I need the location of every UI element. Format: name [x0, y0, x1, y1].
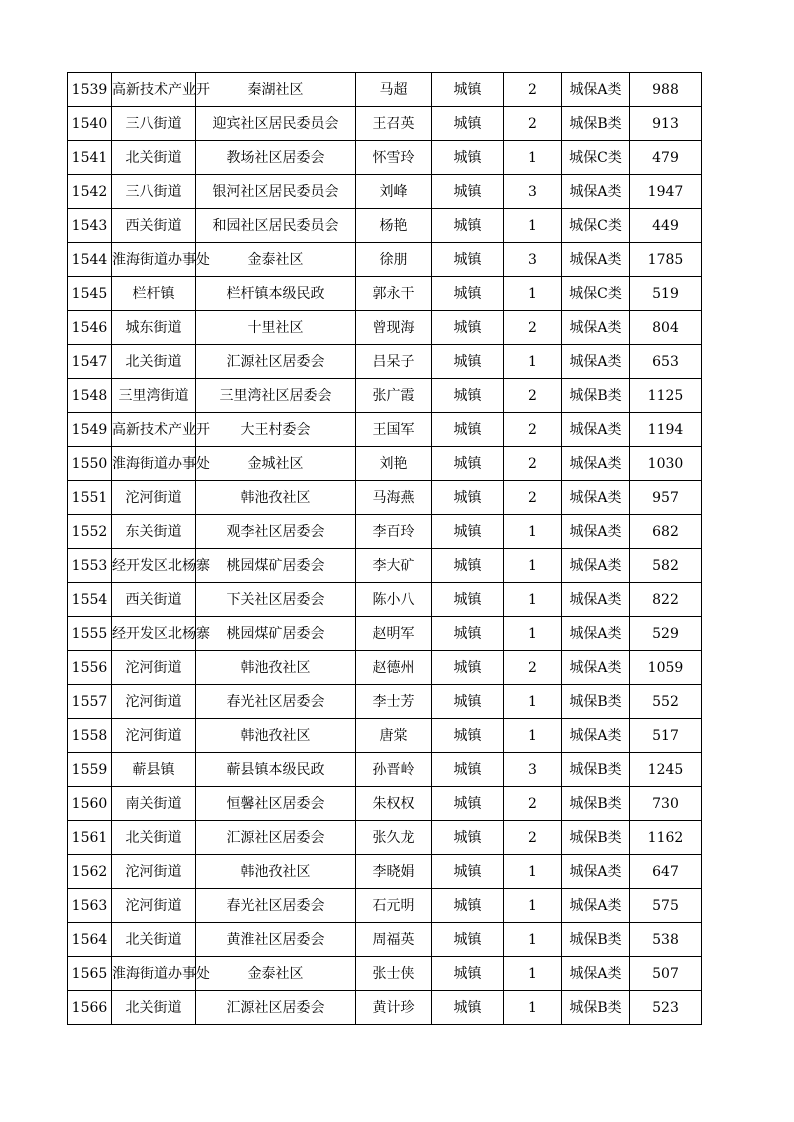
table-row	[68, 753, 702, 787]
table-row	[68, 855, 702, 889]
member-count-cell: 2	[504, 787, 562, 821]
member-count-cell: 1	[504, 855, 562, 889]
member-count-cell: 1	[504, 345, 562, 379]
community-cell: 十里社区	[196, 311, 356, 345]
name-cell: 李大矿	[356, 549, 432, 583]
table-row	[68, 821, 702, 855]
street-cell: 经开发区北杨寨	[112, 617, 196, 651]
member-count-cell: 1	[504, 209, 562, 243]
row-number-cell: 1539	[68, 73, 112, 107]
table-row	[68, 651, 702, 685]
street-cell: 北关街道	[112, 821, 196, 855]
street-cell: 东关街道	[112, 515, 196, 549]
row-number-cell: 1560	[68, 787, 112, 821]
community-cell: 银河社区居民委员会	[196, 175, 356, 209]
category-cell: 城保A类	[562, 957, 630, 991]
row-number-cell: 1545	[68, 277, 112, 311]
row-number-cell: 1544	[68, 243, 112, 277]
amount-cell: 519	[630, 277, 702, 311]
table-row	[68, 345, 702, 379]
household-type-cell: 城镇	[432, 617, 504, 651]
amount-cell: 913	[630, 107, 702, 141]
street-cell: 北关街道	[112, 923, 196, 957]
category-cell: 城保A类	[562, 549, 630, 583]
street-cell: 三八街道	[112, 175, 196, 209]
household-type-cell: 城镇	[432, 787, 504, 821]
amount-cell: 517	[630, 719, 702, 753]
amount-cell: 529	[630, 617, 702, 651]
household-type-cell: 城镇	[432, 889, 504, 923]
table-row	[68, 991, 702, 1025]
community-cell: 金泰社区	[196, 957, 356, 991]
member-count-cell: 3	[504, 175, 562, 209]
member-count-cell: 1	[504, 549, 562, 583]
name-cell: 赵明军	[356, 617, 432, 651]
household-type-cell: 城镇	[432, 141, 504, 175]
household-type-cell: 城镇	[432, 243, 504, 277]
table-row	[68, 923, 702, 957]
street-cell: 北关街道	[112, 991, 196, 1025]
member-count-cell: 1	[504, 515, 562, 549]
name-cell: 张广霞	[356, 379, 432, 413]
community-cell: 韩池孜社区	[196, 651, 356, 685]
table-row	[68, 413, 702, 447]
table-row	[68, 481, 702, 515]
member-count-cell: 2	[504, 481, 562, 515]
member-count-cell: 1	[504, 583, 562, 617]
name-cell: 王国军	[356, 413, 432, 447]
relief-roster-table	[67, 72, 702, 1025]
name-cell: 周福英	[356, 923, 432, 957]
community-cell: 韩池孜社区	[196, 855, 356, 889]
community-cell: 金泰社区	[196, 243, 356, 277]
household-type-cell: 城镇	[432, 73, 504, 107]
household-type-cell: 城镇	[432, 651, 504, 685]
category-cell: 城保A类	[562, 413, 630, 447]
row-number-cell: 1561	[68, 821, 112, 855]
amount-cell: 822	[630, 583, 702, 617]
amount-cell: 957	[630, 481, 702, 515]
amount-cell: 582	[630, 549, 702, 583]
household-type-cell: 城镇	[432, 753, 504, 787]
amount-cell: 507	[630, 957, 702, 991]
street-cell: 南关街道	[112, 787, 196, 821]
community-cell: 蕲县镇本级民政	[196, 753, 356, 787]
name-cell: 刘峰	[356, 175, 432, 209]
amount-cell: 653	[630, 345, 702, 379]
household-type-cell: 城镇	[432, 855, 504, 889]
row-number-cell: 1552	[68, 515, 112, 549]
community-cell: 栏杆镇本级民政	[196, 277, 356, 311]
amount-cell: 730	[630, 787, 702, 821]
amount-cell: 988	[630, 73, 702, 107]
member-count-cell: 1	[504, 719, 562, 753]
community-cell: 桃园煤矿居委会	[196, 549, 356, 583]
household-type-cell: 城镇	[432, 991, 504, 1025]
street-cell: 沱河街道	[112, 685, 196, 719]
name-cell: 杨艳	[356, 209, 432, 243]
category-cell: 城保C类	[562, 141, 630, 175]
row-number-cell: 1542	[68, 175, 112, 209]
row-number-cell: 1563	[68, 889, 112, 923]
table-row	[68, 379, 702, 413]
table-row	[68, 209, 702, 243]
name-cell: 怀雪玲	[356, 141, 432, 175]
name-cell: 陈小八	[356, 583, 432, 617]
amount-cell: 1030	[630, 447, 702, 481]
amount-cell: 552	[630, 685, 702, 719]
community-cell: 迎宾社区居民委员会	[196, 107, 356, 141]
community-cell: 和园社区居民委员会	[196, 209, 356, 243]
category-cell: 城保A类	[562, 583, 630, 617]
table-row	[68, 107, 702, 141]
community-cell: 恒馨社区居委会	[196, 787, 356, 821]
street-cell: 北关街道	[112, 141, 196, 175]
table-row	[68, 583, 702, 617]
name-cell: 吕呆子	[356, 345, 432, 379]
table-row	[68, 889, 702, 923]
row-number-cell: 1553	[68, 549, 112, 583]
street-cell: 淮海街道办事处	[112, 243, 196, 277]
household-type-cell: 城镇	[432, 923, 504, 957]
table-row	[68, 73, 702, 107]
row-number-cell: 1556	[68, 651, 112, 685]
street-cell: 三八街道	[112, 107, 196, 141]
row-number-cell: 1549	[68, 413, 112, 447]
household-type-cell: 城镇	[432, 345, 504, 379]
community-cell: 汇源社区居委会	[196, 821, 356, 855]
amount-cell: 1194	[630, 413, 702, 447]
table-row	[68, 685, 702, 719]
amount-cell: 1059	[630, 651, 702, 685]
category-cell: 城保B类	[562, 821, 630, 855]
category-cell: 城保A类	[562, 719, 630, 753]
row-number-cell: 1550	[68, 447, 112, 481]
amount-cell: 523	[630, 991, 702, 1025]
member-count-cell: 1	[504, 685, 562, 719]
amount-cell: 804	[630, 311, 702, 345]
table-row	[68, 141, 702, 175]
household-type-cell: 城镇	[432, 719, 504, 753]
street-cell: 城东街道	[112, 311, 196, 345]
amount-cell: 1125	[630, 379, 702, 413]
amount-cell: 647	[630, 855, 702, 889]
category-cell: 城保B类	[562, 753, 630, 787]
category-cell: 城保B类	[562, 923, 630, 957]
name-cell: 李晓娟	[356, 855, 432, 889]
table-row	[68, 719, 702, 753]
street-cell: 淮海街道办事处	[112, 447, 196, 481]
street-cell: 西关街道	[112, 209, 196, 243]
name-cell: 唐棠	[356, 719, 432, 753]
community-cell: 秦湖社区	[196, 73, 356, 107]
household-type-cell: 城镇	[432, 379, 504, 413]
table-row	[68, 311, 702, 345]
community-cell: 观李社区居委会	[196, 515, 356, 549]
table-row	[68, 957, 702, 991]
table-row	[68, 175, 702, 209]
household-type-cell: 城镇	[432, 515, 504, 549]
row-number-cell: 1557	[68, 685, 112, 719]
category-cell: 城保A类	[562, 651, 630, 685]
name-cell: 孙晋岭	[356, 753, 432, 787]
category-cell: 城保A类	[562, 855, 630, 889]
category-cell: 城保A类	[562, 617, 630, 651]
amount-cell: 682	[630, 515, 702, 549]
amount-cell: 1162	[630, 821, 702, 855]
row-number-cell: 1554	[68, 583, 112, 617]
household-type-cell: 城镇	[432, 447, 504, 481]
street-cell: 沱河街道	[112, 651, 196, 685]
amount-cell: 449	[630, 209, 702, 243]
row-number-cell: 1565	[68, 957, 112, 991]
category-cell: 城保C类	[562, 277, 630, 311]
category-cell: 城保B类	[562, 787, 630, 821]
category-cell: 城保A类	[562, 481, 630, 515]
member-count-cell: 3	[504, 243, 562, 277]
street-cell: 沱河街道	[112, 889, 196, 923]
amount-cell: 1947	[630, 175, 702, 209]
row-number-cell: 1551	[68, 481, 112, 515]
name-cell: 曾现海	[356, 311, 432, 345]
street-cell: 蕲县镇	[112, 753, 196, 787]
category-cell: 城保A类	[562, 515, 630, 549]
table-row	[68, 277, 702, 311]
street-cell: 高新技术产业开	[112, 413, 196, 447]
household-type-cell: 城镇	[432, 413, 504, 447]
member-count-cell: 1	[504, 617, 562, 651]
row-number-cell: 1547	[68, 345, 112, 379]
household-type-cell: 城镇	[432, 481, 504, 515]
household-type-cell: 城镇	[432, 175, 504, 209]
row-number-cell: 1559	[68, 753, 112, 787]
category-cell: 城保A类	[562, 889, 630, 923]
table-row	[68, 787, 702, 821]
name-cell: 王召英	[356, 107, 432, 141]
member-count-cell: 2	[504, 651, 562, 685]
table-row	[68, 447, 702, 481]
amount-cell: 1785	[630, 243, 702, 277]
name-cell: 徐朋	[356, 243, 432, 277]
member-count-cell: 2	[504, 821, 562, 855]
member-count-cell: 2	[504, 73, 562, 107]
member-count-cell: 1	[504, 991, 562, 1025]
community-cell: 韩池孜社区	[196, 719, 356, 753]
row-number-cell: 1541	[68, 141, 112, 175]
category-cell: 城保A类	[562, 243, 630, 277]
name-cell: 李百玲	[356, 515, 432, 549]
category-cell: 城保A类	[562, 73, 630, 107]
row-number-cell: 1558	[68, 719, 112, 753]
name-cell: 张士侠	[356, 957, 432, 991]
category-cell: 城保B类	[562, 379, 630, 413]
category-cell: 城保B类	[562, 107, 630, 141]
member-count-cell: 1	[504, 141, 562, 175]
community-cell: 黄淮社区居委会	[196, 923, 356, 957]
member-count-cell: 2	[504, 107, 562, 141]
category-cell: 城保B类	[562, 685, 630, 719]
household-type-cell: 城镇	[432, 583, 504, 617]
member-count-cell: 2	[504, 311, 562, 345]
category-cell: 城保A类	[562, 311, 630, 345]
table-row	[68, 549, 702, 583]
name-cell: 郭永干	[356, 277, 432, 311]
name-cell: 马超	[356, 73, 432, 107]
street-cell: 淮海街道办事处	[112, 957, 196, 991]
row-number-cell: 1555	[68, 617, 112, 651]
community-cell: 金城社区	[196, 447, 356, 481]
household-type-cell: 城镇	[432, 957, 504, 991]
member-count-cell: 2	[504, 413, 562, 447]
category-cell: 城保A类	[562, 175, 630, 209]
member-count-cell: 2	[504, 379, 562, 413]
amount-cell: 575	[630, 889, 702, 923]
row-number-cell: 1564	[68, 923, 112, 957]
household-type-cell: 城镇	[432, 685, 504, 719]
household-type-cell: 城镇	[432, 209, 504, 243]
name-cell: 朱权权	[356, 787, 432, 821]
member-count-cell: 3	[504, 753, 562, 787]
name-cell: 黄计珍	[356, 991, 432, 1025]
name-cell: 马海燕	[356, 481, 432, 515]
community-cell: 韩池孜社区	[196, 481, 356, 515]
household-type-cell: 城镇	[432, 821, 504, 855]
street-cell: 高新技术产业开	[112, 73, 196, 107]
category-cell: 城保B类	[562, 991, 630, 1025]
street-cell: 沱河街道	[112, 719, 196, 753]
member-count-cell: 1	[504, 277, 562, 311]
community-cell: 春光社区居委会	[196, 889, 356, 923]
name-cell: 张久龙	[356, 821, 432, 855]
community-cell: 三里湾社区居委会	[196, 379, 356, 413]
community-cell: 下关社区居委会	[196, 583, 356, 617]
row-number-cell: 1540	[68, 107, 112, 141]
name-cell: 石元明	[356, 889, 432, 923]
table-row	[68, 515, 702, 549]
household-type-cell: 城镇	[432, 311, 504, 345]
street-cell: 经开发区北杨寨	[112, 549, 196, 583]
amount-cell: 479	[630, 141, 702, 175]
member-count-cell: 1	[504, 889, 562, 923]
community-cell: 汇源社区居委会	[196, 991, 356, 1025]
roster-body	[68, 73, 702, 1025]
member-count-cell: 2	[504, 447, 562, 481]
table-row	[68, 617, 702, 651]
community-cell: 教场社区居委会	[196, 141, 356, 175]
table-row	[68, 243, 702, 277]
member-count-cell: 1	[504, 957, 562, 991]
street-cell: 栏杆镇	[112, 277, 196, 311]
category-cell: 城保A类	[562, 447, 630, 481]
amount-cell: 538	[630, 923, 702, 957]
name-cell: 赵德州	[356, 651, 432, 685]
household-type-cell: 城镇	[432, 277, 504, 311]
row-number-cell: 1566	[68, 991, 112, 1025]
street-cell: 沱河街道	[112, 481, 196, 515]
row-number-cell: 1562	[68, 855, 112, 889]
name-cell: 刘艳	[356, 447, 432, 481]
community-cell: 春光社区居委会	[196, 685, 356, 719]
household-type-cell: 城镇	[432, 107, 504, 141]
amount-cell: 1245	[630, 753, 702, 787]
street-cell: 沱河街道	[112, 855, 196, 889]
row-number-cell: 1548	[68, 379, 112, 413]
row-number-cell: 1543	[68, 209, 112, 243]
street-cell: 西关街道	[112, 583, 196, 617]
category-cell: 城保A类	[562, 345, 630, 379]
community-cell: 汇源社区居委会	[196, 345, 356, 379]
community-cell: 大王村委会	[196, 413, 356, 447]
name-cell: 李士芳	[356, 685, 432, 719]
household-type-cell: 城镇	[432, 549, 504, 583]
member-count-cell: 1	[504, 923, 562, 957]
category-cell: 城保C类	[562, 209, 630, 243]
community-cell: 桃园煤矿居委会	[196, 617, 356, 651]
street-cell: 三里湾街道	[112, 379, 196, 413]
street-cell: 北关街道	[112, 345, 196, 379]
row-number-cell: 1546	[68, 311, 112, 345]
